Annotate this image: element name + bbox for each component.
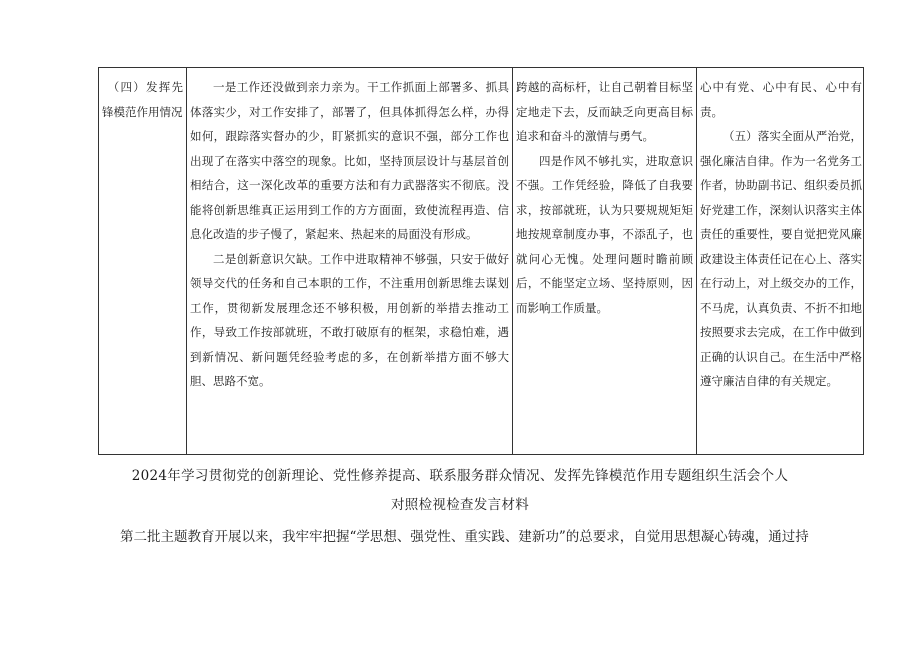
category-label: （四）发挥先锋模范作用情况 [102,80,183,119]
issue-paragraph: （五）落实全面从严治党，强化廉洁自律。作为一名党务工作者，协助副书记、组织委员抓好党建工作，深刻认识落实主体责任的重要性，要自觉把党风廉政建设主体责任记在心上、落实在行动上，对上级交办的工作，不马虎，认真负责、不折不扣地按照要求去完成，在工作中做到正确的认识自己。在生活中严格遵守廉洁自律的有关规定。 [700,129,862,388]
document-title: 2024年学习贯彻党的创新理论、党性修养提高、联系服务群众情况、发挥先锋模范作用专题组织生活会个人 [131,468,789,484]
table-column-issues-2 [513,68,697,454]
issue-paragraph: 心中有党、心中有民、心中有责。 [700,80,862,119]
table-column-issues-3 [697,68,865,454]
issue-paragraph: 四是作风不够扎实，进取意识不强。工作凭经验，降低了自我要求，按部就班，认为只要规规矩矩地按规章制度办事，不添乱子，也就问心无愧。处理问题时瞻前顾后，不能坚定立场、坚持原则，因而影响工作质量。 [516,153,693,315]
table-column-issues-1 [187,68,513,454]
intro-paragraph: 第二批主题教育开展以来，我牢牢把握“学思想、强党性、重实践、建新功”的总要求，自觉用思想凝心铸魂，通过持 [120,529,809,545]
document-subtitle: 对照检视检查发言材料 [391,497,529,513]
summary-table [98,67,864,455]
table-column-category [99,68,187,454]
issue-paragraph: 跨越的高标杆，让自己朝着目标坚定地走下去，反而缺乏向更高目标追求和奋斗的激情与勇气。 [516,80,693,143]
issue-paragraph: 二是创新意识欠缺。工作中进取精神不够强，只安于做好领导交代的任务和自己本职的工作，不注重用创新思维去谋划工作，贯彻新发展理念还不够积极，用创新的举措去推动工作，导致工作按部就班，不敢打破原有的框架，求稳怕难，遇到新情况、新问题凭经验考虑的多，在创新举措方面不够大胆、思路不宽。 [190,251,509,388]
issue-paragraph: 一是工作还没做到亲力亲为。干工作抓面上部署多、抓具体落实少，对工作安排了，部署了，但具体抓得怎么样，办得如何，跟踪落实督办的少，盯紧抓实的意识不强，部分工作也出现了在落实中落空的现象。比如，坚持顶层设计与基层首创相结合，这一深化改革的重要方法和有力武器落实不彻底。没能将创新思维真正运用到工作的方方面面，致使流程再造、信息化改造的步子慢了，紧起来、热起来的局面没有形成。 [190,80,509,241]
